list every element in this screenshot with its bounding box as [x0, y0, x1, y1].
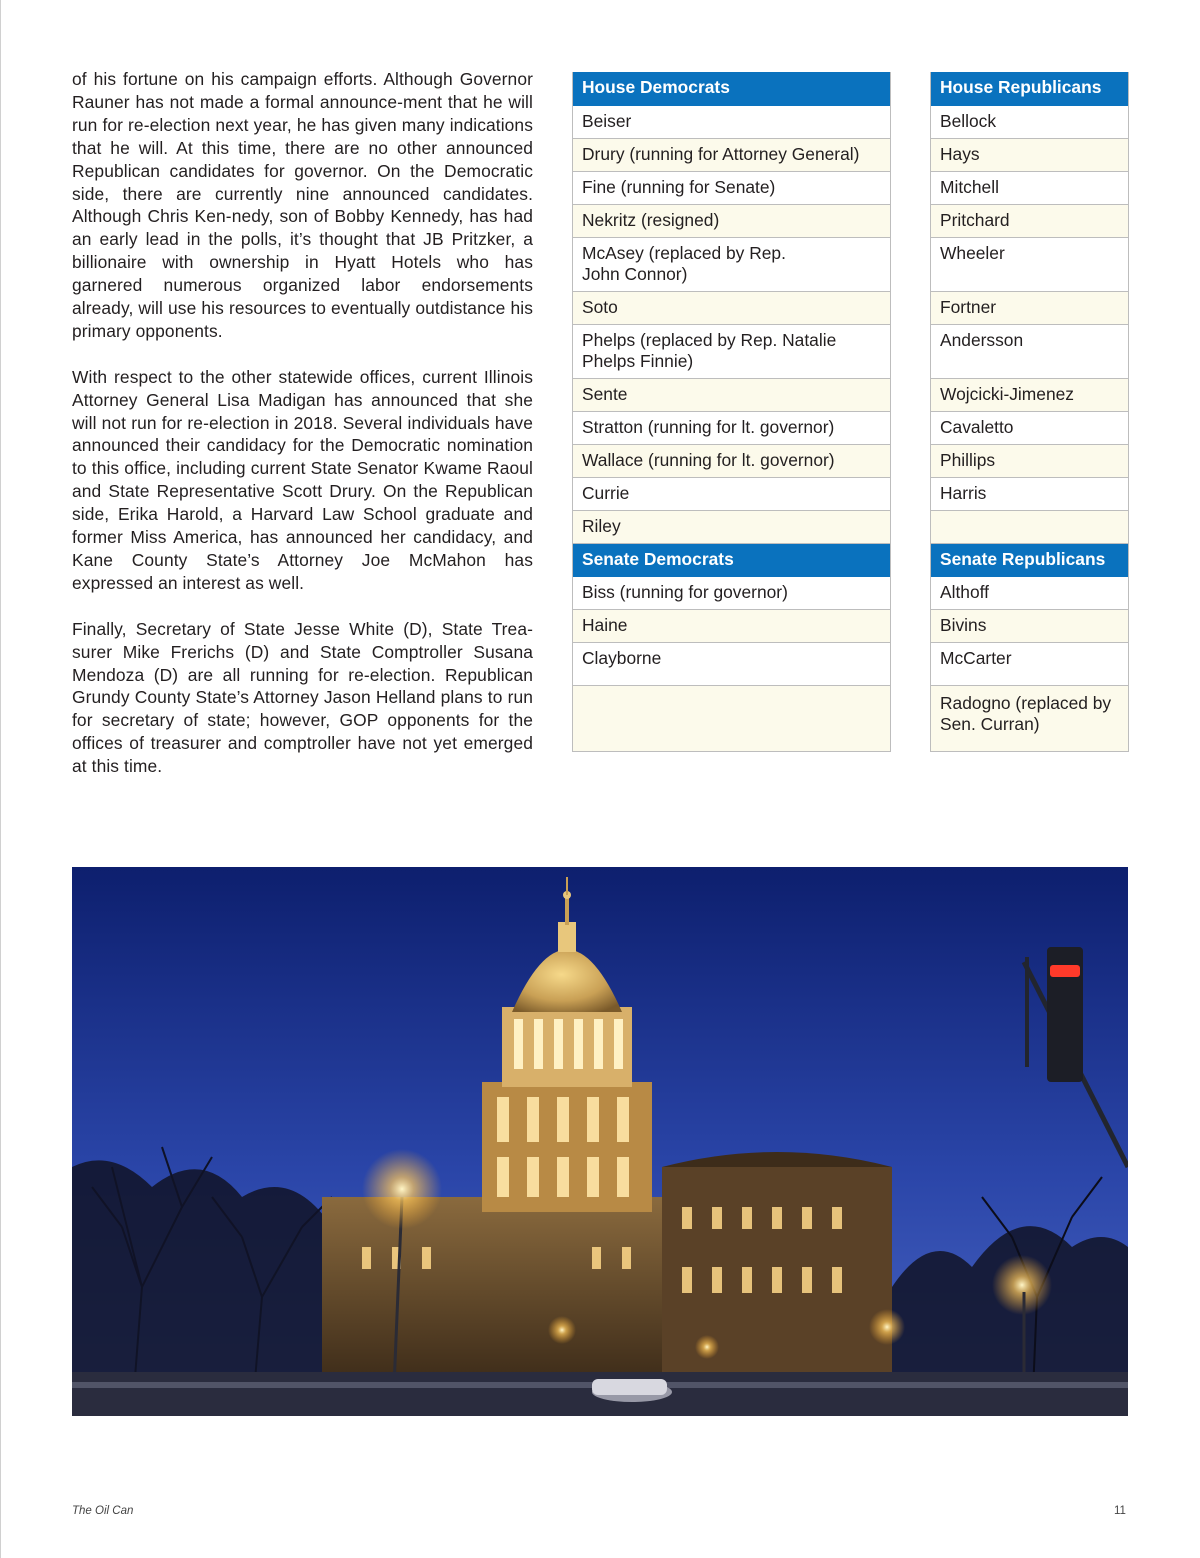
senate-democrat-row: Clayborne [573, 643, 890, 686]
house-republican-row: Hays [931, 139, 1128, 172]
article-body [72, 68, 533, 778]
capitol-photo [72, 867, 1128, 1416]
senate-republican-row: Radogno (replaced by Sen. Curran) [931, 686, 1128, 752]
house-democrat-row: Fine (running for Senate) [573, 172, 890, 205]
senate-republicans-header: Senate Republicans [931, 544, 1128, 577]
senate-republican-row: Althoff [931, 577, 1128, 610]
house-democrat-row: McAsey (replaced by Rep. John Connor) [573, 238, 890, 292]
senate-democrat-row: Biss (running for governor) [573, 577, 890, 610]
house-democrat-row: Wallace (running for lt. governor) [573, 445, 890, 478]
house-democrat-row: Phelps (replaced by Rep. Natalie Phelps Finnie) [573, 325, 890, 379]
house-republican-row: Mitchell [931, 172, 1128, 205]
house-democrat-row: Currie [573, 478, 890, 511]
house-republican-row: Phillips [931, 445, 1128, 478]
house-republican-row: Bellock [931, 106, 1128, 139]
paragraph-attorney-general: With respect to the other statewide offices, current Illinois Attorney General Lisa Madigan has announced that she will not run for re-election in 2018. Several individuals have announced their candidacy for the Democratic nomination to this office, including current State Senator Kwame Raoul and State Representative Scott Drury. On the Republican side, Erika Harold, a Harvard Law School graduate and former Miss America, has announced her candidacy, and Kane County State’s Attorney Joe McMahon has expressed an interest as well. [72, 366, 533, 593]
senate-democrat-row-empty [573, 686, 890, 752]
house-democrat-row: Beiser [573, 106, 890, 139]
senate-republican-row: Bivins [931, 610, 1128, 643]
house-democrat-row: Drury (running for Attorney General) [573, 139, 890, 172]
house-republican-row: Fortner [931, 292, 1128, 325]
paragraph-governor-race: of his fortune on his campaign efforts. Although Governor Rauner has not made a formal announce-ment that he will run for re-election next year, he has given many indications that he will. At this time, there are no other announced Republican candidates for governor. On the Democratic side, there are currently nine announced candidates. Although Chris Ken-nedy, son of Bobby Kennedy, has had an early lead in the polls, it’s thought that JB Pritzker, a billionaire with ownership in Hyatt Hotels who has garnered numerous organized labor endorsements already, will use his resources to eventually outdistance his primary opponents. [72, 69, 533, 341]
house-democrat-row: Sente [573, 379, 890, 412]
house-republican-row: Wojcicki-Jimenez [931, 379, 1128, 412]
senate-democrat-row: Haine [573, 610, 890, 643]
democrats-table [572, 72, 891, 752]
house-republican-row: Cavaletto [931, 412, 1128, 445]
house-republican-row: Harris [931, 478, 1128, 511]
footer-publication: The Oil Can [72, 1505, 134, 1517]
republicans-table [930, 72, 1129, 752]
house-democrat-row: Stratton (running for lt. governor) [573, 412, 890, 445]
house-republicans-header: House Republicans [931, 72, 1128, 106]
footer-page-number: 11 [1114, 1505, 1126, 1517]
house-republican-row: Pritchard [931, 205, 1128, 238]
house-republican-row: Wheeler [931, 238, 1128, 292]
senate-republican-row: McCarter [931, 643, 1128, 686]
house-democrats-header: House Democrats [573, 72, 890, 106]
paragraph-other-offices: Finally, Secretary of State Jesse White (D), State Trea-surer Mike Frerichs (D) and State Comptroller Susana Mendoza (D) are all running for re-election. Republican Grundy County State’s Attorney Jason Helland plans to run for secretary of state; however, GOP opponents for the offices of treasurer and comptroller have not yet emerged at this time. [72, 618, 533, 777]
house-republican-row: Andersson [931, 325, 1128, 379]
senate-democrats-header: Senate Democrats [573, 544, 890, 577]
house-democrat-row: Nekritz (resigned) [573, 205, 890, 238]
house-democrat-row: Riley [573, 511, 890, 544]
house-republican-row-empty [931, 511, 1128, 544]
house-democrat-row: Soto [573, 292, 890, 325]
